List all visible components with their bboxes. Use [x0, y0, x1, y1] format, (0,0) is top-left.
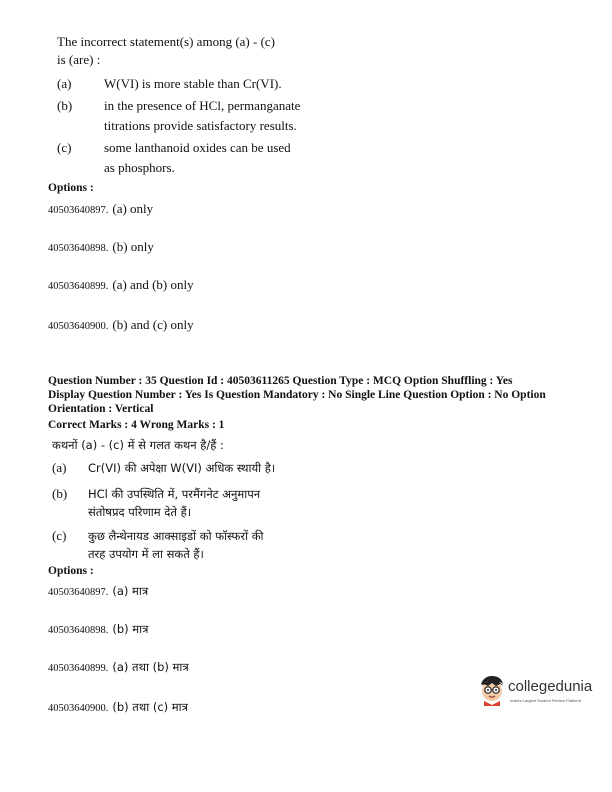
hindi-options-heading: Options :	[48, 565, 94, 577]
option-text: (b) only	[112, 239, 154, 254]
option-text: (b) and (c) only	[112, 317, 194, 332]
option-id: 40503640897.	[48, 205, 109, 216]
option-row[interactable]	[48, 620, 149, 638]
option-text: (a) मात्र	[112, 584, 149, 598]
hindi-question-stem: कथनों (a) - (c) में से गलत कथन है/हैं :	[52, 438, 224, 452]
option-text: (a) and (b) only	[112, 277, 194, 292]
statement-b-text-line-1: in the presence of HCl, permanganate	[104, 98, 301, 113]
option-text: (a) तथा (b) मात्र	[112, 660, 189, 674]
option-row[interactable]	[48, 238, 154, 256]
option-row[interactable]	[48, 316, 194, 334]
hindi-statement-c-label: (c)	[52, 528, 67, 543]
statement-a-text: W(VI) is more stable than Cr(VI).	[104, 76, 282, 91]
option-text: (b) मात्र	[112, 622, 149, 636]
option-id: 40503640898.	[48, 243, 109, 254]
option-row[interactable]	[48, 658, 189, 676]
option-row[interactable]	[48, 698, 188, 716]
option-id: 40503640897.	[48, 587, 109, 598]
hindi-statement-a-label: (a)	[52, 460, 67, 475]
option-text: (b) तथा (c) मात्र	[112, 700, 188, 714]
statement-a-label: (a)	[57, 76, 72, 91]
statement-c-text-line-1: some lanthanoid oxides can be used	[104, 140, 291, 155]
option-id: 40503640899.	[48, 281, 109, 292]
option-text: (a) only	[112, 201, 154, 216]
question-stem-line-2: is (are) :	[57, 52, 101, 67]
brand-name: collegedunia	[508, 678, 593, 695]
statement-b-label: (b)	[57, 98, 73, 113]
option-id: 40503640898.	[48, 625, 109, 636]
question-meta-line-2: Display Question Number : Yes Is Question Mandatory : No Single Line Question Option : No Option	[48, 389, 546, 401]
statement-b-text-line-2: titrations provide satisfactory results.	[104, 118, 297, 133]
option-row[interactable]	[48, 200, 153, 218]
options-heading: Options :	[48, 182, 94, 194]
collegedunia-watermark	[478, 672, 602, 712]
hindi-statement-c-text-line-1: कुछ लैन्थेनायड आक्साइडों को फॉस्फरों की	[88, 529, 264, 543]
statement-c-text-line-2: as phosphors.	[104, 160, 175, 175]
statement-c-label: (c)	[57, 140, 72, 155]
option-row[interactable]	[48, 582, 148, 600]
option-id: 40503640900.	[48, 703, 109, 714]
hindi-statement-b-text-line-2: संतोषप्रद परिणाम देते हैं।	[88, 505, 192, 519]
option-id: 40503640900.	[48, 321, 109, 332]
question-meta-line-1: Question Number : 35 Question Id : 40503611265 Question Type : MCQ Option Shuffling : Yes	[48, 375, 513, 387]
hindi-statement-a-text: Cr(VI) की अपेक्षा W(VI) अधिक स्थायी है।	[88, 461, 276, 475]
option-id: 40503640899.	[48, 663, 109, 674]
hindi-statement-b-label: (b)	[52, 486, 68, 501]
student-mascot-icon	[478, 674, 506, 706]
question-meta-line-3: Orientation : Vertical	[48, 403, 154, 415]
hindi-statement-b-text-line-1: HCl की उपस्थिति में, परमैंगनेट अनुमापन	[88, 487, 261, 501]
option-row[interactable]	[48, 276, 194, 294]
brand-tagline: India's Largest Student Review Platform	[510, 698, 582, 703]
hindi-statement-c-text-line-2: तरह उपयोग में ला सकते हैं।	[88, 547, 204, 561]
question-stem-line-1: The incorrect statement(s) among (a) - (c)	[57, 34, 276, 49]
marks-info: Correct Marks : 4 Wrong Marks : 1	[48, 419, 225, 431]
